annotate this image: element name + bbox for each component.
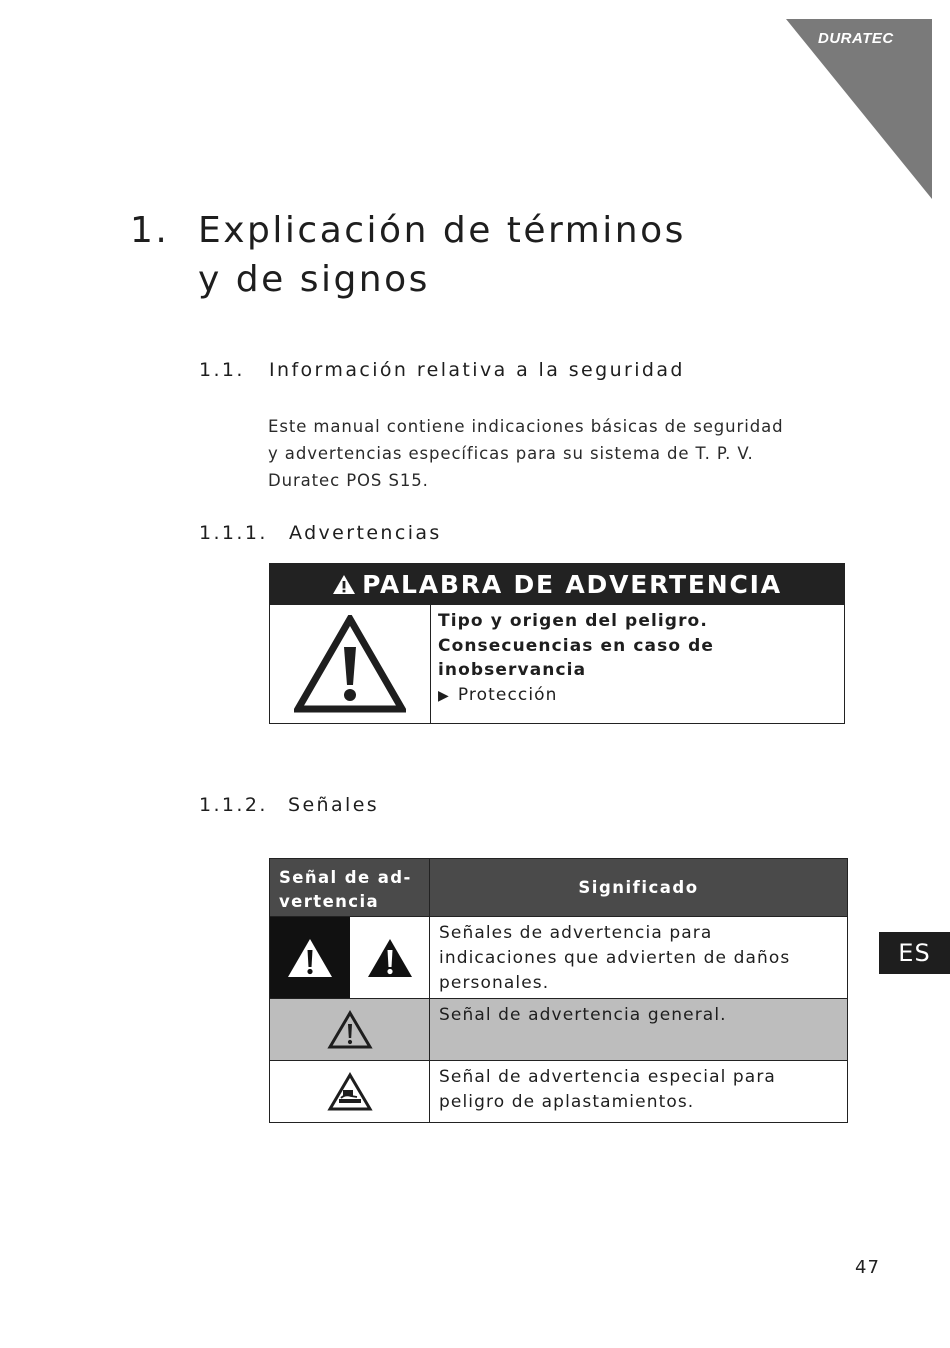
- inverse-warning-cell: [270, 917, 350, 998]
- table-row: [270, 1061, 847, 1123]
- warning-hazard-type: Tipo y origen del peligro.: [438, 611, 708, 631]
- warning-box-header: [270, 564, 844, 605]
- table-cell-meaning: [430, 1061, 847, 1123]
- table-cell-icon: [270, 999, 430, 1060]
- warning-small-icon: [332, 574, 356, 595]
- signals-table: [269, 858, 848, 1123]
- intro-line: y advertencias específicas para su sistema de T. P. V.: [268, 444, 754, 463]
- crushing-hazard-icon: [327, 1072, 373, 1112]
- chapter-title-line2: y de signos: [198, 259, 430, 300]
- meaning-line: Señal de advertencia especial para: [439, 1067, 776, 1087]
- chapter-number: 1.: [130, 210, 170, 251]
- table-row: [270, 999, 847, 1061]
- subsection-warnings-number: 1.1.1.: [199, 522, 268, 544]
- warning-triangle-icon: [294, 615, 406, 713]
- warning-box-header-text: PALABRA DE ADVERTENCIA: [362, 570, 782, 599]
- language-tab: ES: [879, 932, 950, 974]
- table-header-signal-line1: Señal de ad-: [279, 868, 412, 887]
- intro-paragraph: [268, 413, 828, 494]
- meaning-line: indicaciones que advierten de daños: [439, 948, 791, 968]
- warning-consequences-cont: inobservancia: [438, 660, 587, 680]
- table-header-signal: [270, 859, 430, 916]
- meaning-line: Señales de advertencia para: [439, 923, 713, 943]
- subsection-signals-number: 1.1.2.: [199, 794, 268, 816]
- page-number: 47: [855, 1257, 880, 1278]
- warning-icon-cell: [270, 605, 431, 723]
- warning-triangle-black-icon: [366, 937, 414, 979]
- subsection-warnings-title: Advertencias: [289, 522, 442, 544]
- warning-box: [269, 563, 845, 724]
- chapter-title: [198, 206, 686, 304]
- intro-line: Este manual contiene indicaciones básicas de seguridad: [268, 417, 784, 436]
- brand-logo: DURATEC: [818, 30, 894, 47]
- subsection-signals-title: Señales: [288, 794, 380, 816]
- warning-text-cell: [438, 609, 838, 708]
- warning-triangle-white-icon: [286, 937, 334, 979]
- meaning-line: peligro de aplastamientos.: [439, 1092, 695, 1112]
- table-cell-icon: [270, 1061, 430, 1123]
- warning-consequences: Consecuencias en caso de: [438, 635, 715, 656]
- meaning-line: Señal de advertencia general.: [439, 1005, 727, 1025]
- table-cell-meaning: [430, 917, 847, 998]
- section-title: Información relativa a la seguridad: [269, 359, 685, 381]
- intro-line: Duratec POS S15.: [268, 471, 429, 490]
- warning-triangle-outline-icon: [327, 1010, 373, 1050]
- table-header-row: [270, 859, 847, 917]
- table-header-meaning: Significado: [578, 878, 699, 897]
- table-cell-meaning: [430, 999, 847, 1060]
- bullet-triangle-icon: ▶: [438, 687, 450, 704]
- warning-protection-line: [438, 683, 838, 709]
- table-cell-icon: [270, 917, 430, 998]
- table-header-signal-line2: vertencia: [279, 892, 380, 911]
- meaning-line: personales.: [439, 973, 550, 993]
- standard-warning-cell: [350, 917, 429, 998]
- section-number: 1.1.: [199, 359, 245, 381]
- table-row: [270, 917, 847, 999]
- warning-protection: Protección: [457, 684, 558, 705]
- chapter-title-line1: Explicación de términos: [198, 210, 686, 251]
